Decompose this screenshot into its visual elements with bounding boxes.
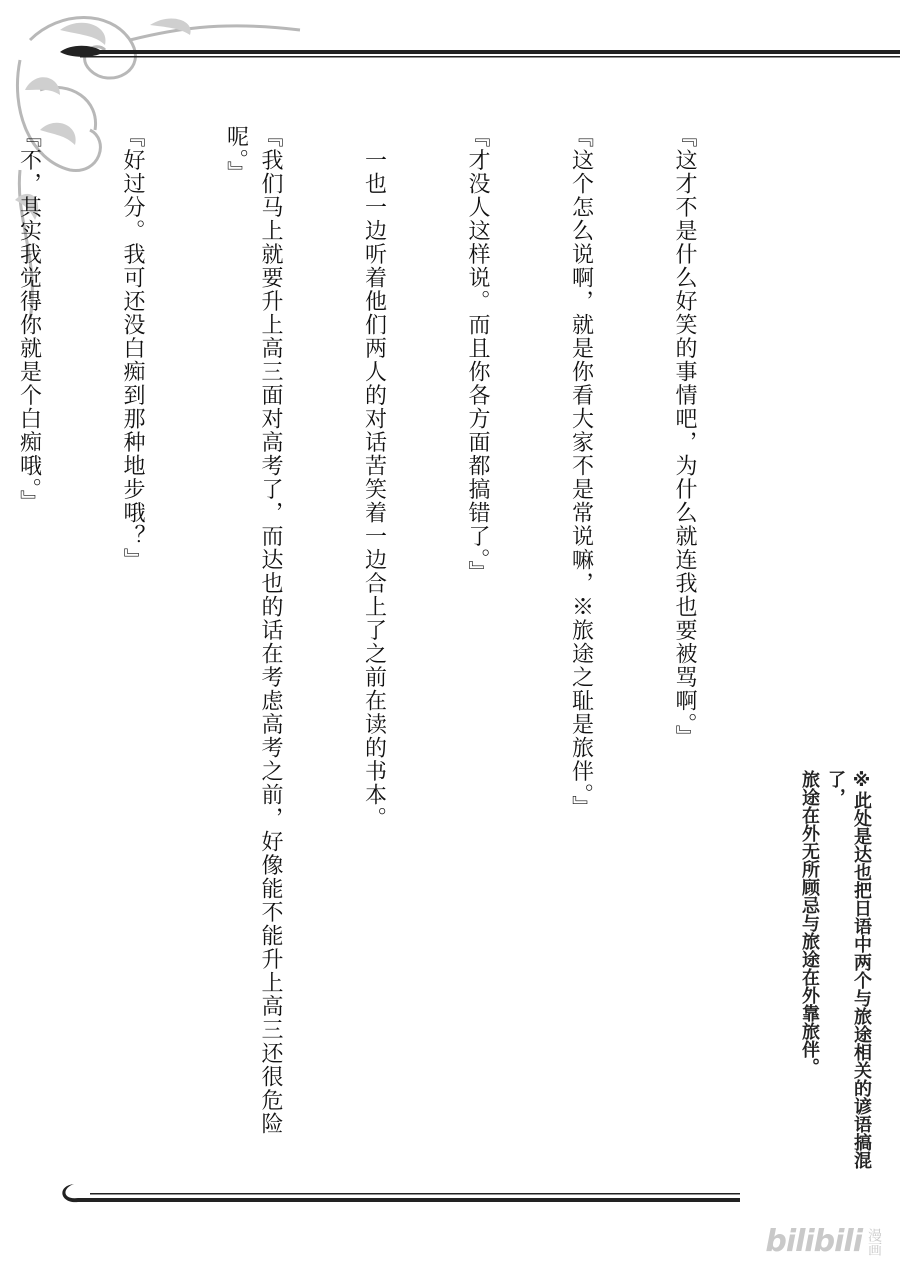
text-line: 『这个怎么说啊，就是你看大家不是常说嘛，※旅途之耻是旅伴。』 bbox=[568, 125, 594, 819]
bottom-rule bbox=[60, 1180, 740, 1206]
footnote-line: 旅途在外无所顾忌与旅途在外靠旅伴。 bbox=[799, 770, 820, 1076]
watermark-logo: bilibili bbox=[765, 1224, 862, 1259]
novel-text bbox=[16, 125, 770, 1165]
text-line: 一也一边听着他们两人的对话苦笑着一边合上了之前在读的书本。 bbox=[361, 125, 387, 830]
watermark-sub: 漫画 bbox=[866, 1227, 882, 1256]
text-line: 『这才不是什么好笑的事情吧，为什么就连我也要被骂啊。』 bbox=[672, 125, 697, 749]
text-line: 『不，其实我觉得你就是个白痴哦。』 bbox=[16, 125, 42, 514]
footnote bbox=[799, 770, 874, 1200]
watermark bbox=[765, 1224, 882, 1259]
text-line: 『才没人这样说。而且你各方面都搞错了。』 bbox=[465, 125, 490, 584]
top-rule bbox=[60, 44, 900, 58]
text-line: 『好过分。我可还没白痴到那种地步哦？』 bbox=[120, 125, 145, 572]
footnote-line: ※此处是达也把日语中两个与旅途相关的谚语搞混了， bbox=[825, 770, 872, 1169]
text-line: 『我们马上就要升上高三面对高考了，而达也的话在考虑高考之前，好像能不能升上高三还很危险呢。』 bbox=[223, 125, 283, 1136]
